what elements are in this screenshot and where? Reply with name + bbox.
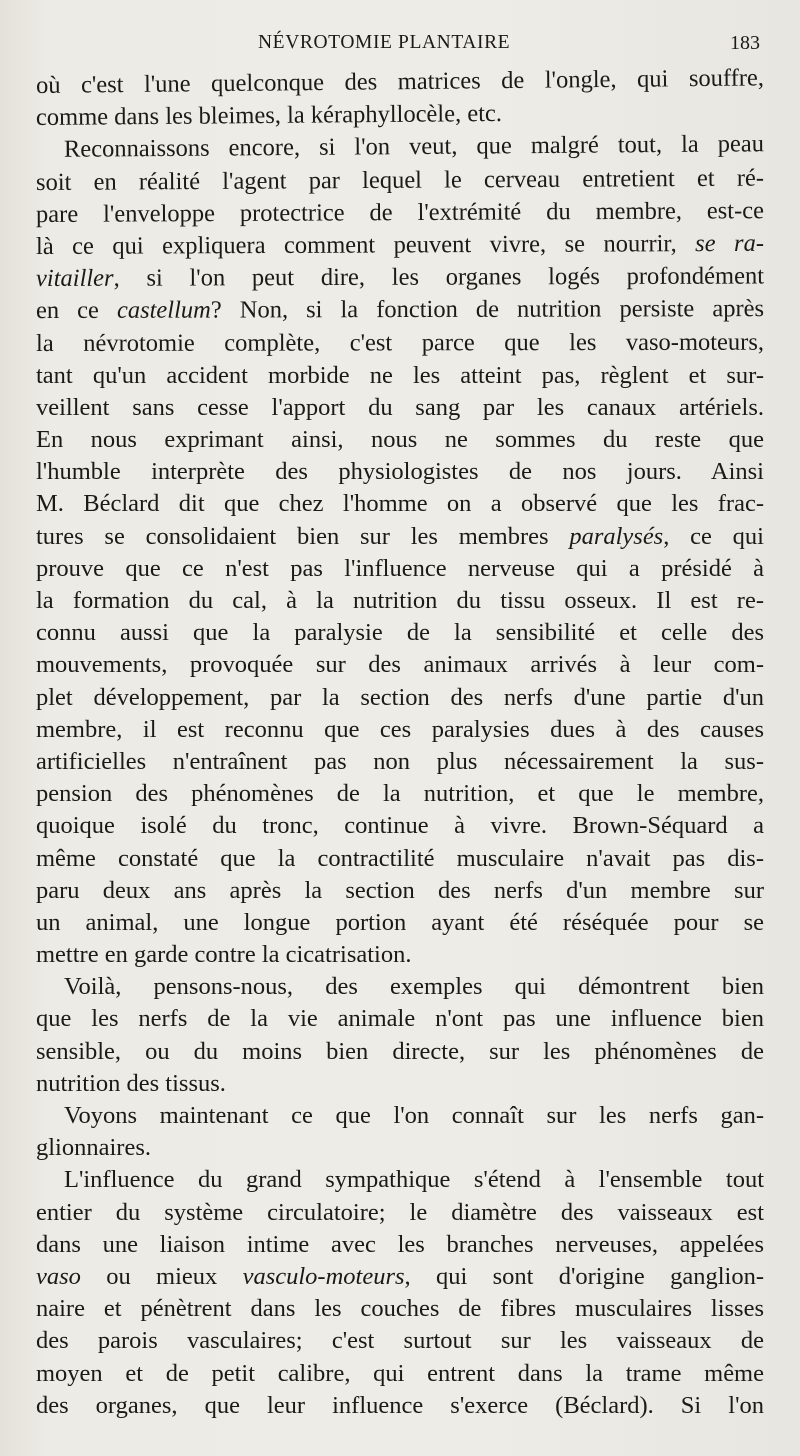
text-line: que les nerfs de la vie animale n'ont pas une influence bien	[36, 1005, 764, 1033]
text-segment: tures se consolidaient bien sur les membres	[36, 522, 570, 550]
text-segment: , si l'on peut dire, les organes logés profondément	[113, 262, 765, 292]
text-line: M. Béclard dit que chez l'homme on a observé que les frac-	[36, 490, 764, 518]
text-line: glionnaires.	[36, 1134, 151, 1162]
text-segment: , ce qui	[663, 522, 764, 550]
text-line: mouvements, provoquée sur des animaux arrivés à leur com-	[36, 651, 764, 679]
italic-text: se ra-	[695, 229, 765, 258]
text-line: des organes, que leur influence s'exerce (Béclard). Si l'on	[36, 1391, 764, 1419]
text-line: artificielles n'entraînent pas non plus nécessairement la sus-	[36, 747, 764, 775]
text-body	[35, 64, 765, 1422]
text-line: comme dans les bleimes, la kéraphyllocèle, etc.	[35, 100, 503, 132]
text-line	[36, 521, 764, 553]
running-title: NÉVROTOMIE PLANTAIRE	[258, 32, 511, 53]
text-line: un animal, une longue portion ayant été réséquée pour se	[36, 908, 764, 936]
text-line: pare l'enveloppe protectrice de l'extrémité du membre, est-ce	[35, 196, 765, 228]
text-segment: en ce	[35, 297, 117, 325]
text-line: la névrotomie complète, c'est parce que les vaso-moteurs,	[35, 328, 765, 357]
text-line	[36, 261, 764, 296]
text-line: prouve que ce n'est pas l'influence nerveuse qui a présidé à	[36, 554, 764, 582]
text-line: même constaté que la contractilité musculaire n'avait pas dis-	[36, 844, 764, 872]
text-line: Reconnaissons encore, si l'on veut, que malgré tout, la peau	[63, 130, 765, 164]
text-line: plet développement, par la section des nerfs d'une partie d'un	[36, 683, 764, 711]
text-line: sensible, ou du moins bien directe, sur les phénomènes de	[36, 1037, 764, 1065]
italic-text: vitailler	[35, 264, 114, 293]
italic-text: castellum	[116, 296, 211, 325]
text-line	[36, 293, 764, 327]
text-line: Voyons maintenant ce que l'on connaît sur les nerfs gan-	[64, 1102, 764, 1129]
text-line: dans une liaison intime avec les branches nerveuses, appelées	[36, 1230, 764, 1258]
text-segment: là ce qui expliquera comment peuvent vivre, se nourrir,	[35, 230, 696, 260]
text-line: entier du système circulatoire; le diamètre des vaisseaux est	[36, 1198, 764, 1226]
text-line: tant qu'un accident morbide ne les atteint pas, règlent et sur-	[36, 361, 764, 389]
text-line: connu aussi que la paralysie de la sensibilité et celle des	[36, 619, 764, 647]
text-line: nutrition des tissus.	[36, 1069, 226, 1097]
text-line: quoique isolé du tronc, continue à vivre. Brown-Séquard a	[36, 812, 764, 840]
page-header	[0, 32, 800, 60]
text-line: des parois vasculaires; c'est surtout sur les vaisseaux de	[36, 1327, 764, 1355]
text-line	[36, 1261, 764, 1293]
text-line: l'humble interprète des physiologistes de nos jours. Ainsi	[36, 458, 764, 486]
text-line: moyen et de petit calibre, qui entrent dans la trame même	[36, 1359, 764, 1387]
text-line: Voilà, pensons-nous, des exemples qui démontrent bien	[64, 973, 764, 1001]
text-line: mettre en garde contre la cicatrisation.	[36, 941, 412, 969]
italic-text: vaso	[36, 1262, 81, 1290]
text-line: naire et pénètrent dans les couches de fibres musculaires lisses	[36, 1295, 764, 1323]
text-segment: , qui sont d'origine ganglion-	[404, 1262, 764, 1290]
italic-text: vasculo-moteurs	[242, 1262, 405, 1290]
text-line	[36, 228, 764, 263]
text-line: En nous exprimant ainsi, nous ne sommes du reste que	[36, 426, 764, 454]
text-line: la formation du cal, à la nutrition du tissu osseux. Il est re-	[36, 587, 764, 614]
text-line: soit en réalité l'agent par lequel le cerveau entretient et ré-	[35, 164, 765, 196]
text-line: L'influence du grand sympathique s'étend à l'ensemble tout	[64, 1166, 764, 1194]
text-line: paru deux ans après la section des nerfs d'un membre sur	[36, 876, 764, 904]
text-line: membre, il est reconnu que ces paralysies dues à des causes	[36, 715, 764, 743]
italic-text: paralysés	[569, 522, 664, 550]
text-line: veillent sans cesse l'apport du sang par les canaux artériels.	[36, 393, 764, 421]
text-line: pension des phénomènes de la nutrition, et que le membre,	[36, 780, 764, 808]
page-number: 183	[730, 32, 760, 54]
text-segment: ? Non, si la fonction de nutrition persiste après	[210, 295, 765, 324]
text-line: où c'est l'une quelconque des matrices de l'ongle, qui souffre,	[35, 64, 765, 99]
text-segment: ou mieux	[80, 1262, 243, 1290]
